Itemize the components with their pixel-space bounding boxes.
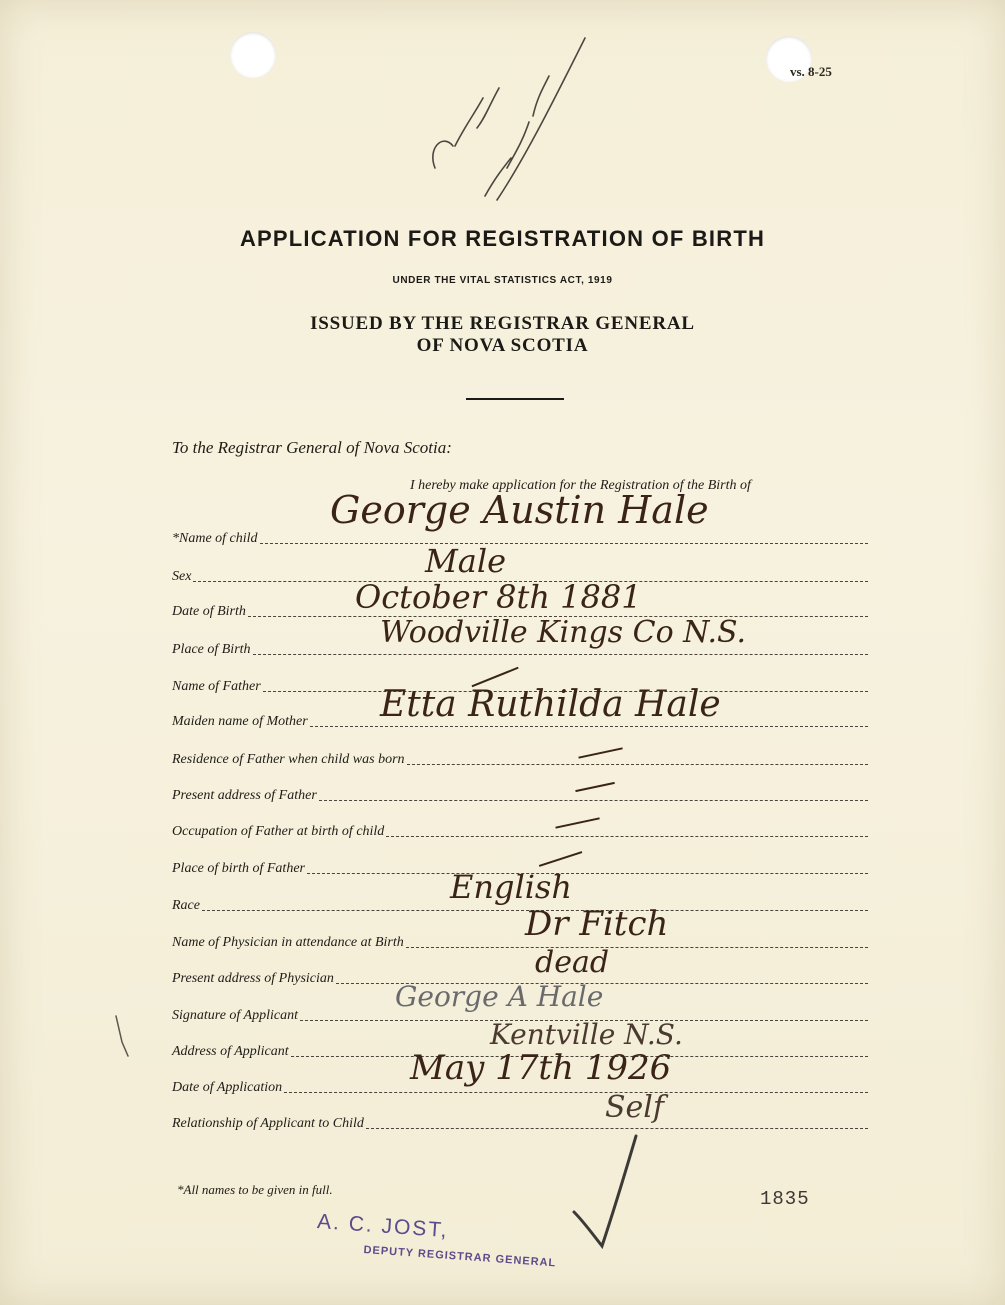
handwritten-sex: Male: [425, 542, 507, 580]
field-label: Relationship of Applicant to Child: [172, 1116, 364, 1131]
handwritten-physician-name: Dr Fitch: [525, 904, 669, 944]
field-relationship-to-child: [172, 1112, 868, 1132]
field-label: Name of Physician in attendance at Birth: [172, 935, 404, 950]
salutation: To the Registrar General of Nova Scotia:: [172, 438, 452, 457]
issuer-line-1: ISSUED BY THE REGISTRAR GENERAL: [310, 313, 695, 334]
field-line: [253, 653, 868, 655]
handwritten-place-of-birth: Woodville Kings Co N.S.: [380, 615, 747, 650]
handwritten-race: English: [450, 868, 572, 906]
field-label: Name of Father: [172, 679, 261, 694]
field-residence-of-father: [172, 748, 868, 768]
field-label: Place of Birth: [172, 642, 251, 657]
field-line: [307, 872, 868, 874]
title-divider: [466, 398, 564, 400]
form-title: APPLICATION FOR REGISTRATION OF BIRTH: [239, 226, 766, 251]
field-present-address-of-father: [172, 784, 868, 804]
field-label: Occupation of Father at birth of child: [172, 824, 385, 839]
pencil-margin-note: [425, 18, 595, 208]
field-label: Date of Birth: [172, 604, 246, 619]
handwritten-physician-address: dead: [535, 945, 610, 980]
form-number: vs. 8-25: [790, 64, 832, 79]
field-line: [407, 763, 868, 765]
field-label: Address of Applicant: [172, 1044, 289, 1059]
registrar-stamp-title: DEPUTY REGISTRAR GENERAL: [363, 1244, 557, 1270]
field-occupation-of-father: [172, 820, 868, 840]
field-label: Maiden name of Mother: [172, 714, 308, 729]
field-label: Present address of Physician: [172, 971, 334, 986]
field-label: Race: [172, 898, 200, 913]
field-label: Residence of Father when child was born: [172, 752, 405, 767]
field-line: [310, 725, 868, 727]
handwritten-date-of-birth: October 8th 1881: [355, 578, 642, 616]
field-line: [386, 835, 868, 837]
form-subtitle: UNDER THE VITAL STATISTICS ACT, 1919: [392, 275, 613, 286]
field-label: Date of Application: [172, 1080, 283, 1095]
pencil-check-mark: [570, 1130, 650, 1250]
intro-statement: I hereby make application for the Registration of the Birth of: [410, 478, 751, 493]
field-label: Signature of Applicant: [172, 1008, 298, 1023]
handwritten-applicant-address: Kentville N.S.: [490, 1018, 683, 1051]
field-label: Present address of Father: [172, 788, 317, 803]
field-label: Place of birth of Father: [172, 861, 305, 876]
footnote: *All names to be given in full.: [177, 1182, 333, 1197]
handwritten-child-name: George Austin Hale: [330, 488, 709, 532]
field-line: [366, 1127, 868, 1129]
field-line: [260, 542, 868, 544]
field-line: [284, 1091, 868, 1093]
applicant-signature: George A Hale: [395, 980, 604, 1013]
serial-number-stamp: 1835: [760, 1188, 810, 1210]
field-physician-name: [172, 931, 868, 951]
punch-hole-left: [230, 32, 276, 78]
issuer-line-2: OF NOVA SCOTIA: [416, 335, 589, 356]
registrar-stamp-name: A. C. JOST,: [316, 1210, 450, 1243]
field-label: *Name of child: [172, 531, 258, 546]
margin-tick-mark: [112, 1012, 132, 1062]
handwritten-date-of-application: May 17th 1926: [410, 1048, 672, 1088]
handwritten-relationship: Self: [605, 1090, 665, 1125]
field-label: Sex: [172, 569, 192, 584]
handwritten-mother-maiden-name: Etta Ruthilda Hale: [380, 684, 721, 725]
field-line: [406, 946, 868, 948]
field-line: [319, 799, 868, 801]
